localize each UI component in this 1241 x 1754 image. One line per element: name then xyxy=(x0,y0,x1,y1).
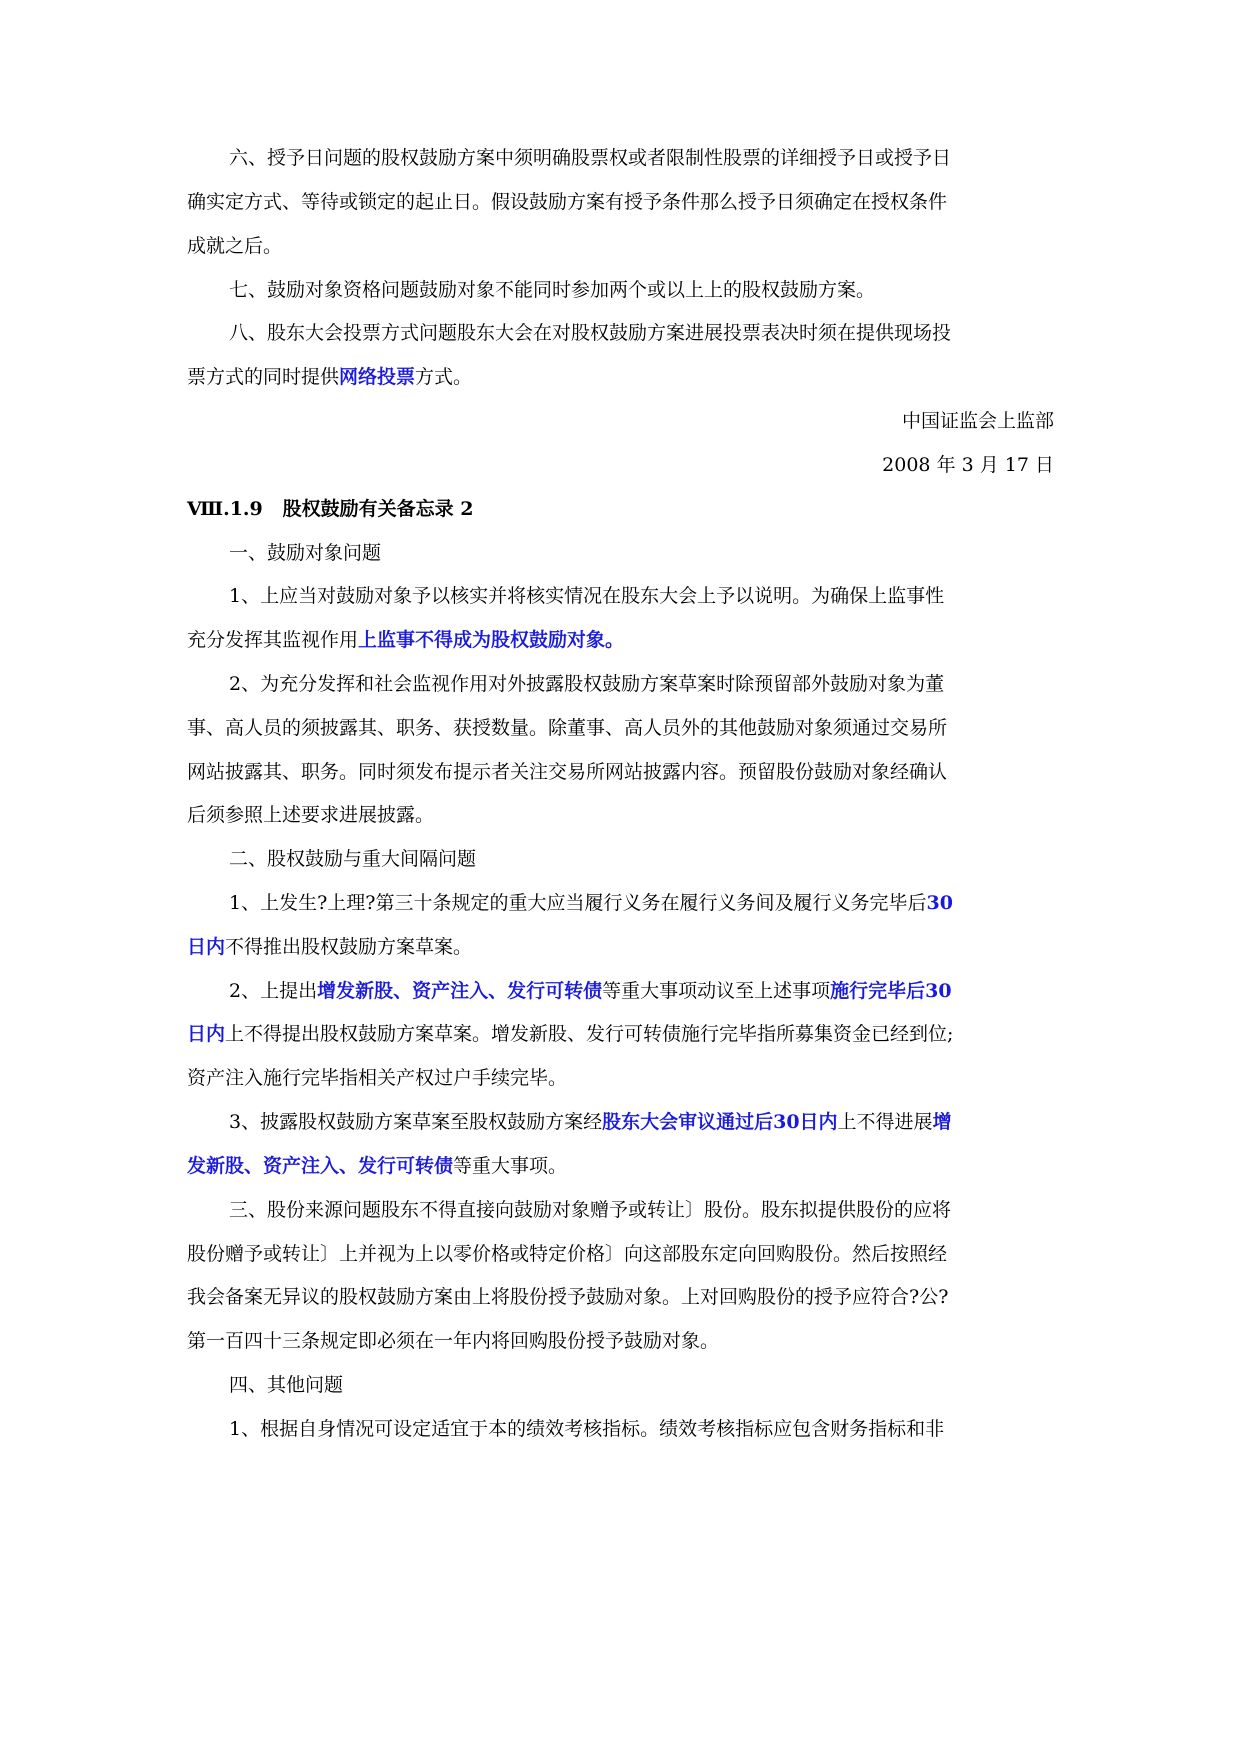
s2-item2-line3: 资产注入施行完毕指相关产权过户手续完毕。 xyxy=(187,1067,568,1089)
shareholder-approval-link[interactable]: 股东大会审议通过后30日内 xyxy=(602,1111,838,1133)
text: 1、上发生?上理?第三十条规定的重大应当履行义务在履行义务间及履行义务完毕后 xyxy=(229,892,927,914)
subsection-title-4: 四、其他问题 xyxy=(229,1374,344,1396)
text: 上不得进展 xyxy=(837,1111,933,1133)
s3-line1: 三、股份来源问题股东不得直接向鼓励对象赠予或转让〕股份。股东拟提供股份的应将 xyxy=(229,1199,952,1221)
supervisor-rule-link[interactable]: 上监事不得成为股权鼓励对象。 xyxy=(358,629,625,651)
paragraph-grant-date-line3: 成就之后。 xyxy=(187,235,283,257)
s2-item1-line2 xyxy=(187,934,472,960)
within-days-link[interactable]: 日内 xyxy=(187,1023,226,1045)
major-events-link[interactable]: 发新股、资产注入、发行可转债 xyxy=(187,1155,454,1177)
major-events-link[interactable]: 增发新股、资产注入、发行可转债 xyxy=(317,980,603,1002)
paragraph-voting-line1: 八、股东大会投票方式问题股东大会在对股权鼓励方案进展投票表决时须在提供现场投 xyxy=(229,322,952,344)
s2-item3-line1 xyxy=(229,1109,952,1135)
text: 上不得提出股权鼓励方案草案。增发新股、发行可转债施行完毕指所募集资金已经到位; xyxy=(225,1023,954,1045)
text: 3、披露股权鼓励方案草案至股权鼓励方案经 xyxy=(229,1111,603,1133)
subsection-title-2: 二、股权鼓励与重大间隔问题 xyxy=(229,848,477,870)
section-heading xyxy=(187,496,473,522)
s3-line2: 股份赠予或转让〕上并视为上以零价格或特定价格〕向这部股东定向回购股份。然后按照经 xyxy=(187,1243,948,1265)
network-voting-link[interactable]: 网络投票 xyxy=(339,366,416,388)
within-days-link[interactable]: 日内 xyxy=(187,936,226,958)
s2-item2-line1 xyxy=(229,978,952,1004)
s3-line4: 第一百四十三条规定即必须在一年内将回购股份授予鼓励对象。 xyxy=(187,1330,720,1352)
after-completion-link[interactable]: 施行完毕后30 xyxy=(830,980,952,1002)
text: 等重大事项动议至上述事项 xyxy=(602,980,831,1002)
s1-item1-line1: 1、上应当对鼓励对象予以核实并将核实情况在股东大会上予以说明。为确保上监事性 xyxy=(229,585,945,607)
s4-item1-line1: 1、根据自身情况可设定适宜于本的绩效考核指标。绩效考核指标应包含财务指标和非 xyxy=(229,1418,945,1440)
s1-item1-line2 xyxy=(187,627,624,653)
text: 票方式的同时提供 xyxy=(187,366,340,388)
section-title: 股权鼓励有关备忘录 2 xyxy=(282,498,474,520)
s2-item1-line1 xyxy=(229,890,953,916)
paragraph-grant-date-line1: 六、授予日问题的股权鼓励方案中须明确股票权或者限制性股票的详细授予日或授予日 xyxy=(229,147,952,169)
paragraph-voting-line2 xyxy=(187,364,472,390)
text: 等重大事项。 xyxy=(453,1155,568,1177)
thirty-link[interactable]: 30 xyxy=(926,892,953,914)
major-events-link[interactable]: 增 xyxy=(932,1111,952,1133)
text: 不得推出股权鼓励方案草案。 xyxy=(225,936,473,958)
signature-organization: 中国证监会上监部 xyxy=(901,410,1054,432)
signature-date: 2008 年 3 月 17 日 xyxy=(882,454,1054,476)
s2-item3-line2 xyxy=(187,1153,567,1179)
s1-item2-line4: 后须参照上述要求进展披露。 xyxy=(187,804,435,826)
s1-item2-line3: 网站披露其、职务。同时须发布提示者关注交易所网站披露内容。预留股份鼓励对象经确认 xyxy=(187,761,948,783)
s2-item2-line2 xyxy=(187,1021,953,1047)
text: 方式。 xyxy=(415,366,473,388)
s1-item2-line1: 2、为充分发挥和社会监视作用对外披露股权鼓励方案草案时除预留部外鼓励对象为董 xyxy=(229,673,945,695)
subsection-title-1: 一、鼓励对象问题 xyxy=(229,542,382,564)
text: 充分发挥其监视作用 xyxy=(187,629,359,651)
section-number: Ⅷ.1.9 xyxy=(187,498,263,520)
paragraph-grant-date-line2: 确实定方式、等待或锁定的起止日。假设鼓励方案有授予条件那么授予日须确定在授权条件 xyxy=(187,191,948,213)
text: 2、上提出 xyxy=(229,980,318,1002)
s1-item2-line2: 事、高人员的须披露其、职务、获授数量。除董事、高人员外的其他鼓励对象须通过交易所 xyxy=(187,717,948,739)
s3-line3: 我会备案无异议的股权鼓励方案由上将股份授予鼓励对象。上对回购股份的授予应符合?公? xyxy=(187,1286,949,1308)
paragraph-eligibility: 七、鼓励对象资格问题鼓励对象不能同时参加两个或以上上的股权鼓励方案。 xyxy=(229,279,876,301)
